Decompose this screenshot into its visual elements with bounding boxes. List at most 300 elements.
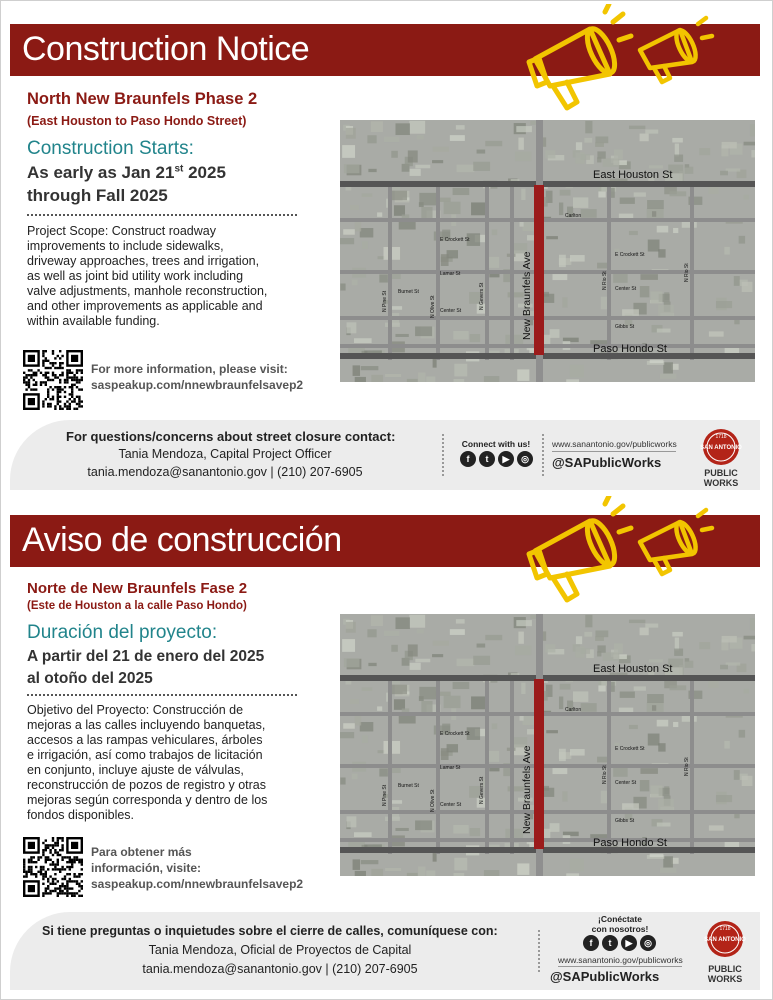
map-texture [415,326,432,336]
qr-module [73,859,75,861]
qr-module [42,362,44,364]
qr-module [59,892,61,894]
qr-module [52,863,54,865]
qr-module [57,854,59,856]
qr-module [52,837,54,839]
map-texture [672,632,683,637]
map-texture [408,644,418,656]
map-label-rio: N Rio St [684,263,690,282]
qr-module [64,878,66,880]
map-texture [409,121,425,134]
map-texture [685,167,694,174]
qr-module [78,875,80,877]
map-label-pine: N Pine St [382,290,388,312]
map-texture [340,732,354,738]
qr-module [61,883,63,885]
qr-module [28,866,30,868]
map-texture [454,364,467,377]
map-texture [716,301,732,308]
map-texture [742,282,753,292]
map-texture [560,190,571,196]
map-texture [550,329,560,338]
end-date: al otoño del 2025 [27,670,153,687]
qr-module [33,861,35,863]
map-texture [516,126,532,132]
qr-module [57,355,59,357]
map-texture [518,138,523,150]
map-texture [581,703,597,712]
qr-module [40,384,42,386]
map-texture [640,134,649,142]
qr-module [71,892,73,894]
map-texture [515,152,532,162]
qr-module [64,892,66,894]
instagram-icon[interactable]: ◎ [517,451,533,467]
english-notice [0,0,773,490]
qr-module [25,871,27,873]
qr-module [42,360,44,362]
qr-module [71,372,73,374]
map-label-east-houston: East Houston St [593,169,673,181]
qr-module [71,396,73,398]
qr-module [40,866,42,868]
qr-module [52,854,54,856]
qr-module [71,866,73,868]
map-texture [685,661,694,668]
qr-module [42,352,44,354]
qr-module [30,374,32,376]
map-texture [527,235,535,240]
qr-module [57,400,59,402]
qr-module [61,372,63,374]
qr-module [61,839,63,841]
social-handle[interactable]: @SAPublicWorks [550,969,660,984]
map-texture [657,226,669,233]
qr-module [66,885,68,887]
qr-module [73,873,75,875]
qr-module [25,374,27,376]
map-texture [620,198,635,204]
project-duration-label: Duración del proyecto: [27,622,218,643]
qr-module [52,883,54,885]
map-texture [570,749,585,756]
qr-module [47,379,49,381]
qr-module [47,367,49,369]
map-east-houston-street [340,181,755,187]
qr-module [66,372,68,374]
map-texture [353,365,360,376]
map-texture [417,135,424,139]
qr-module [76,883,78,885]
map-texture [597,651,601,656]
qr-module [54,851,56,853]
facebook-icon[interactable]: f [583,935,599,951]
map-texture [415,165,430,169]
map-label-lamar: Lamar St [440,271,461,277]
map-texture [614,149,623,159]
map-texture [597,757,608,763]
map-texture [581,154,590,160]
qr-module [76,386,78,388]
qr-module [69,859,71,861]
scope-line: reconstrucción de pozos de registro y otras [27,778,267,792]
map-label-gibbs: Gibbs St [615,818,635,824]
qr-module [52,379,54,381]
map-texture [614,643,623,653]
map-texture [379,274,388,282]
map-texture [658,743,665,751]
more-info [91,844,303,892]
qr-module [49,403,51,405]
qr-module [52,839,54,841]
map-texture [709,825,724,830]
qr-module [69,386,71,388]
qr-module [57,403,59,405]
qr-module [69,868,71,870]
qr-finder [71,355,78,362]
qr-module [45,839,47,841]
qr-module [49,379,51,381]
qr-module [52,398,54,400]
qr-module [23,859,25,861]
map-texture [407,873,418,876]
contact-details[interactable]: tania.mendoza@sanantonio.gov | (210) 207-6905 [142,962,418,976]
qr-module [23,868,25,870]
youtube-icon[interactable]: ▶ [498,451,514,467]
qr-module [54,890,56,892]
map-texture [470,828,480,836]
qr-module [71,880,73,882]
instagram-icon[interactable]: ◎ [640,935,656,951]
scope-line: and other improvements as applicable and [27,299,263,313]
map-texture [545,150,555,158]
qr-module [78,405,80,407]
map-texture [347,816,357,827]
qr-module [23,866,25,868]
contact-name: Tania Mendoza, Capital Project Officer [118,447,332,461]
map-label-gibbs: Gibbs St [615,324,635,330]
qr-module [33,384,35,386]
project-title: North New Braunfels Phase 2 [27,90,258,108]
qr-module [23,381,25,383]
social-handle[interactable]: @SAPublicWorks [552,455,662,470]
qr-module [42,364,44,366]
facebook-icon[interactable]: f [460,451,476,467]
connect-line: ¡Conéctate [598,914,642,924]
qr-module [47,360,49,362]
map-texture [670,191,687,196]
map-texture [722,636,737,643]
qr-module [69,372,71,374]
qr-module [49,844,51,846]
map-texture [660,374,677,379]
map-texture [456,125,465,129]
sa-seal-icon [690,918,760,960]
map-texture [559,203,563,216]
qr-module [45,873,47,875]
qr-module [37,859,39,861]
qr-module [30,861,32,863]
qr-module [47,847,49,849]
map-texture [647,200,664,209]
qr-module [52,372,54,374]
qr-module [69,873,71,875]
scope-line: as well as joint bid utility work including [27,269,244,283]
vertical-divider [542,434,544,476]
qr-finder [28,842,35,849]
qr-module [78,396,80,398]
qr-module [23,863,25,865]
qr-module [59,405,61,407]
map-texture [518,632,523,644]
social-icons [583,935,656,951]
qr-module [66,376,68,378]
map-texture [744,636,755,640]
qr-module [61,856,63,858]
qr-module [61,866,63,868]
map-texture [421,207,432,219]
qr-code[interactable] [22,837,84,897]
map-texture [433,853,437,862]
qr-module [57,892,59,894]
map-label-center: Center St [440,802,462,808]
map-texture [566,873,579,876]
map-label-carlton: Carlton [565,707,582,713]
map-texture [722,142,737,149]
qr-module [71,400,73,402]
map-texture [720,171,728,176]
qr-module [54,868,56,870]
more-info-link[interactable]: saspeakup.com/nnewbraunfelsavep2 [91,877,304,891]
map-texture [347,322,357,333]
qr-module [47,391,49,393]
website-link[interactable]: www.sanantonio.gov/publicworks [558,955,683,965]
qr-module [52,878,54,880]
map-texture [379,768,388,776]
project-scope [27,224,312,329]
youtube-icon[interactable]: ▶ [621,935,637,951]
map-texture [734,276,740,286]
qr-module [59,887,61,889]
qr-module [73,384,75,386]
qr-finder [28,885,35,892]
map-texture [576,636,582,644]
map-texture [674,649,683,656]
qr-module [49,875,51,877]
qr-module [47,844,49,846]
qr-module [40,381,42,383]
qr-module [78,890,80,892]
start-date [27,163,226,183]
qr-module [81,405,83,407]
map-texture [492,723,498,729]
qr-module [33,379,35,381]
qr-module [57,842,59,844]
sa-seal-icon [686,426,756,468]
qr-module [61,408,63,410]
qr-module [30,376,32,378]
qr-module [78,381,80,383]
qr-module [66,408,68,410]
qr-module [54,405,56,407]
qr-module [42,400,44,402]
contact-details[interactable]: tania.mendoza@sanantonio.gov | (210) 207-6905 [87,465,363,479]
qr-module [64,885,66,887]
construction-starts-label: Construction Starts: [27,138,194,159]
project-scope [27,703,312,823]
qr-module [66,374,68,376]
map-texture [585,615,592,627]
qr-module [64,868,66,870]
qr-module [71,386,73,388]
qr-module [35,372,37,374]
map-minor-street [388,185,392,360]
website-underline [552,451,676,452]
map-texture [432,654,443,657]
qr-module [71,391,73,393]
scope-line: accesos a las rampas vehiculares, árboles [27,733,263,747]
qr-module [30,856,32,858]
qr-module [69,398,71,400]
map-texture [658,305,674,318]
qr-module [57,386,59,388]
qr-module [33,372,35,374]
qr-module [47,885,49,887]
qr-module [42,374,44,376]
map-texture [377,212,382,216]
map-texture [521,189,525,200]
map-texture [384,631,399,636]
qr-module [71,863,73,865]
qr-module [73,374,75,376]
map-texture [675,638,679,651]
qr-module [23,871,25,873]
qr-module [61,362,63,364]
map-texture [652,705,656,711]
map-texture [426,870,435,876]
qr-module [45,856,47,858]
qr-module [81,868,83,870]
map-minor-street [510,679,514,854]
map-texture [371,121,383,132]
map-texture [629,620,645,623]
qr-module [69,866,71,868]
map-texture [603,652,620,660]
qr-module [71,376,73,378]
map-texture [368,169,376,172]
qr-module [45,887,47,889]
map-texture [645,129,658,133]
qr-module [73,861,75,863]
website-link[interactable]: www.sanantonio.gov/publicworks [552,439,677,449]
map-label-crockett: E Crockett St [615,252,645,258]
scope-line: valve adjustments, manhole reconstruction, [27,284,268,298]
map-label-pine: N Pine St [382,784,388,806]
qr-module [54,883,56,885]
contact-title: Si tiene preguntas o inquietudes sobre el cierre de calles, comuníquese con: [42,924,498,938]
project-map [340,120,755,382]
qr-module [28,861,30,863]
map-texture [673,722,678,727]
megaphone-icon [515,4,635,114]
qr-module [54,866,56,868]
qr-module [59,379,61,381]
qr-module [42,875,44,877]
map-label-new-braunfels: New Braunfels Ave [521,251,533,340]
qr-module [30,369,32,371]
qr-module [78,369,80,371]
map-label-olive: N Olive St [430,789,436,812]
map-texture [415,659,430,663]
map-label-new-braunfels: New Braunfels Ave [521,745,533,834]
qr-module [30,868,32,870]
map-minor-street [690,679,694,854]
map-label-center: Center St [615,286,637,292]
qr-module [25,376,27,378]
map-texture [651,291,663,303]
qr-module [47,393,49,395]
qr-module [57,880,59,882]
map-texture [450,135,465,141]
qr-module [78,403,80,405]
qr-module [25,381,27,383]
map-paso-hondo-street [340,353,755,359]
qr-module [76,396,78,398]
qr-module [66,400,68,402]
qr-module [42,355,44,357]
qr-module [54,408,56,410]
scope-line: e irrigación, así como trabajos de licitación [27,748,263,762]
map-texture [546,730,558,733]
map-texture [342,145,355,158]
qr-module [71,861,73,863]
qr-module [42,851,44,853]
qr-module [69,892,71,894]
map-texture [595,142,604,147]
qr-module [54,367,56,369]
map-texture [527,729,535,734]
more-info-link[interactable]: saspeakup.com/nnewbraunfelsavep2 [91,378,304,392]
qr-module [28,369,30,371]
map-texture [484,870,499,876]
qr-module [37,369,39,371]
qr-code[interactable] [22,350,84,410]
qr-module [57,851,59,853]
qr-module [66,883,68,885]
map-label-rio: N Rio St [602,271,608,290]
map-texture [620,692,635,698]
map-texture [346,128,356,139]
qr-module [69,861,71,863]
qr-module [52,364,54,366]
map-texture [629,725,638,729]
twitter-icon[interactable]: t [479,451,495,467]
map-texture [368,663,376,666]
twitter-icon[interactable]: t [602,935,618,951]
map-texture [385,817,400,821]
qr-module [42,405,44,407]
scope-line: mejoras a las calles incluyendo banquetas, [27,718,266,732]
qr-module [61,868,63,870]
qr-module [71,379,73,381]
map-texture [485,141,502,146]
map-texture [699,148,710,155]
map-texture [603,158,620,166]
map-texture [362,687,373,691]
map-texture [622,803,639,809]
qr-module [54,844,56,846]
qr-module [81,895,83,897]
